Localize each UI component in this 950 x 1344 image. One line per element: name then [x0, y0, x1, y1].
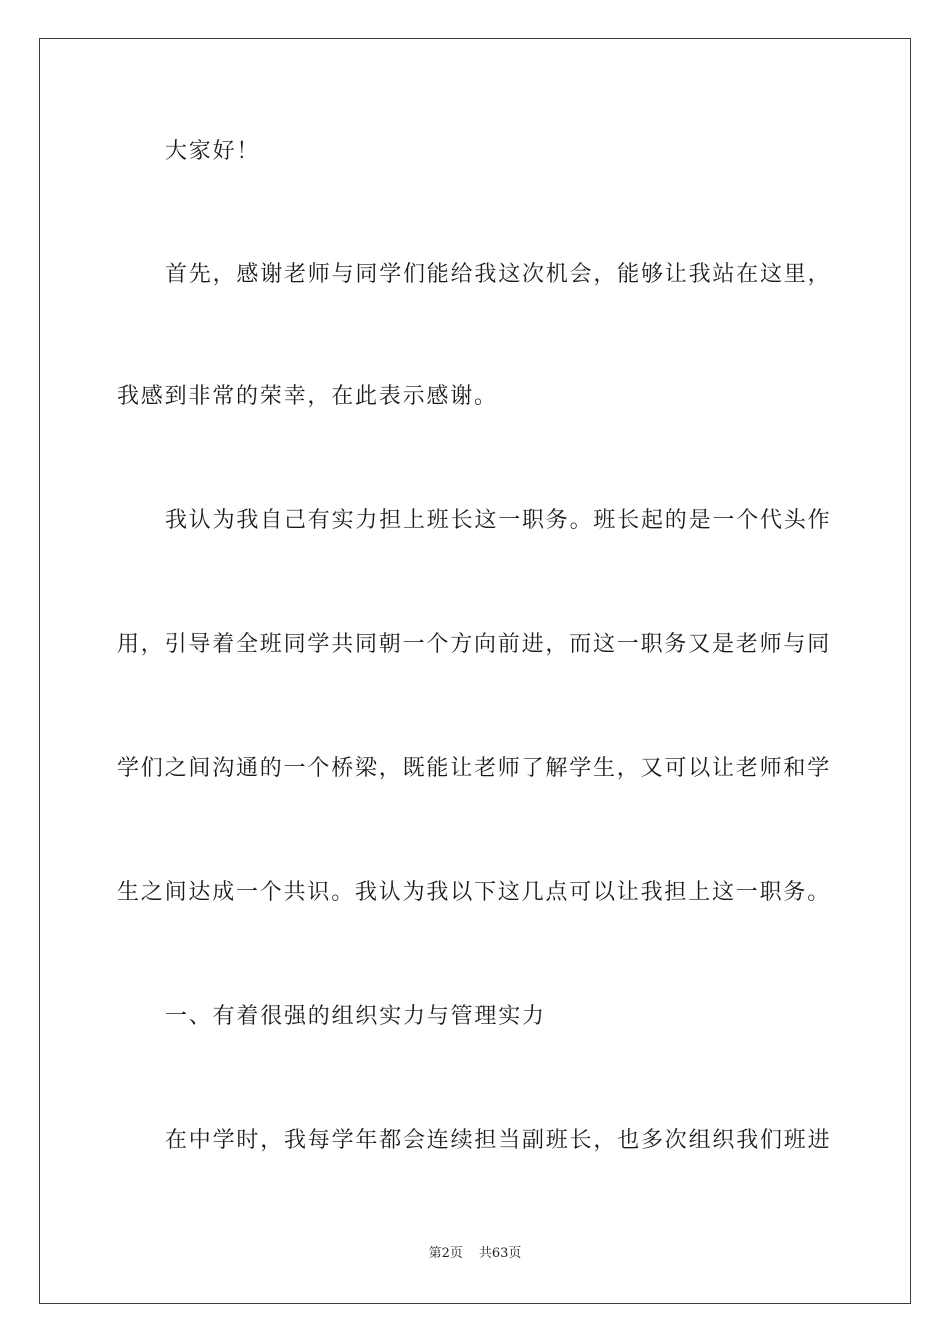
body-line-8: 在中学时，我每学年都会连续担当副班长，也多次组织我们班进: [165, 1128, 832, 1153]
page-border: [39, 38, 911, 1304]
section-heading: 一、有着很强的组织实力与管理实力: [165, 1004, 546, 1029]
page-total: 共63页: [478, 1246, 522, 1261]
page-number: 第2页: [428, 1246, 463, 1261]
body-line-6: 生之间达成一个共识。我认为我以下这几点可以让我担上这一职务。: [117, 880, 832, 905]
body-line-2: 我感到非常的荣幸，在此表示感谢。: [117, 384, 498, 409]
page-footer: [0, 1245, 950, 1263]
body-line-5: 学们之间沟通的一个桥梁，既能让老师了解学生，又可以让老师和学: [117, 756, 832, 781]
greeting-line: 大家好！: [165, 139, 261, 164]
body-line-3: 我认为我自己有实力担上班长这一职务。班长起的是一个代头作: [165, 508, 832, 533]
body-line-1: 首先，感谢老师与同学们能给我这次机会，能够让我站在这里，: [165, 262, 832, 287]
body-line-4: 用，引导着全班同学共同朝一个方向前进，而这一职务又是老师与同: [117, 632, 832, 657]
